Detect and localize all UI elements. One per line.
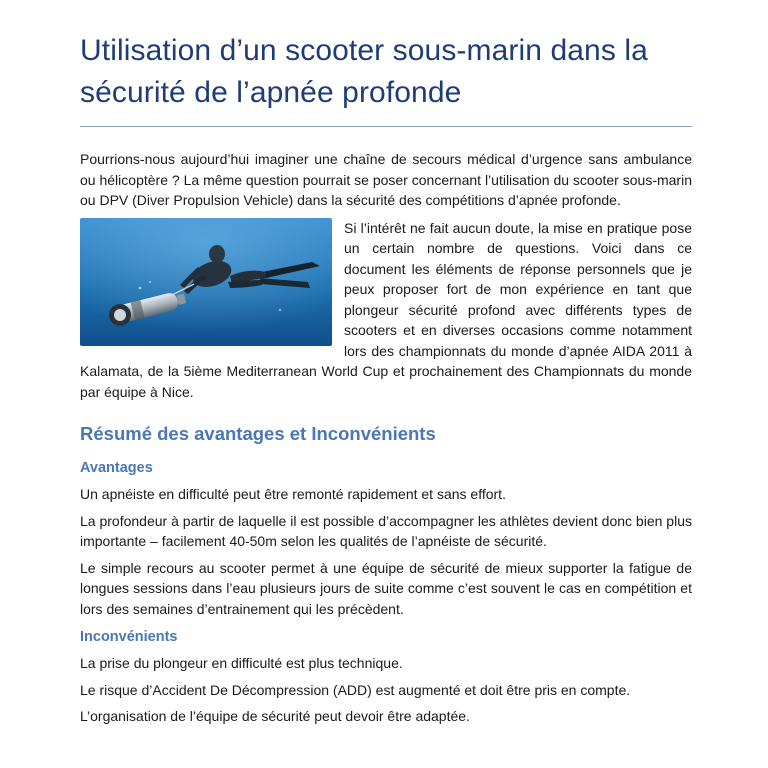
disadvantage-item: La prise du plongeur en difficulté est plus technique. bbox=[80, 655, 403, 671]
figure-paragraph: Si l’intérêt ne fait aucun doute, la mise en pratique pose un certain nombre de questions. Voici dans ce document les éléments de réponse personnels que je peux proposer fort de mon expérience en tant que plongeur sécurité profond avec différents types de scooters et en diverses occasions comme notamment lors des championnats du monde d’apnée AIDA 2011 à Kalamata, de la 5ième Mediterranean World Cup et prochainement des Championnats du monde par équipe à Nice. bbox=[80, 219, 692, 400]
advantages-heading: Avantages bbox=[80, 460, 153, 476]
diver-scooter-photo bbox=[80, 218, 332, 346]
disadvantage-item: L’organisation de l’équipe de sécurité peut devoir être adaptée. bbox=[80, 708, 470, 724]
advantage-item: Le simple recours au scooter permet à une équipe de sécurité de mieux supporter la fatigue de longues sessions dans l’eau plusieurs jours de suite comme c’est souvent le cas en compétition et lors des semaines d’entrainement qui les précèdent. bbox=[80, 559, 692, 617]
document-page bbox=[80, 30, 692, 733]
advantage-item: La profondeur à partir de laquelle il est possible d’accompagner les athlètes devient donc bien plus importante – facilement 40-50m selon les qualités de l’apnéiste de sécurité. bbox=[80, 512, 692, 549]
document-title: Utilisation d’un scooter sous-marin dans la sécurité de l’apnée profonde bbox=[80, 34, 648, 109]
advantage-item: Un apnéiste en difficulté peut être remonté rapidement et sans effort. bbox=[80, 486, 506, 502]
disadvantages-heading: Inconvénients bbox=[80, 629, 178, 645]
section-heading: Résumé des avantages et Inconvénients bbox=[80, 423, 436, 444]
intro-paragraph: Pourrions-nous aujourd’hui imaginer une chaîne de secours médical d’urgence sans ambulance ou hélicoptère ? La même question pourrait se poser concernant l’utilisation du scooter sous-marin ou DPV (Diver Propulsion Vehicle) dans la sécurité des compétitions d’apnée profonde. bbox=[80, 151, 692, 208]
title-divider bbox=[80, 126, 692, 127]
disadvantage-item: Le risque d’Accident De Décompression (ADD) est augmenté et doit être pris en compte. bbox=[80, 681, 631, 698]
